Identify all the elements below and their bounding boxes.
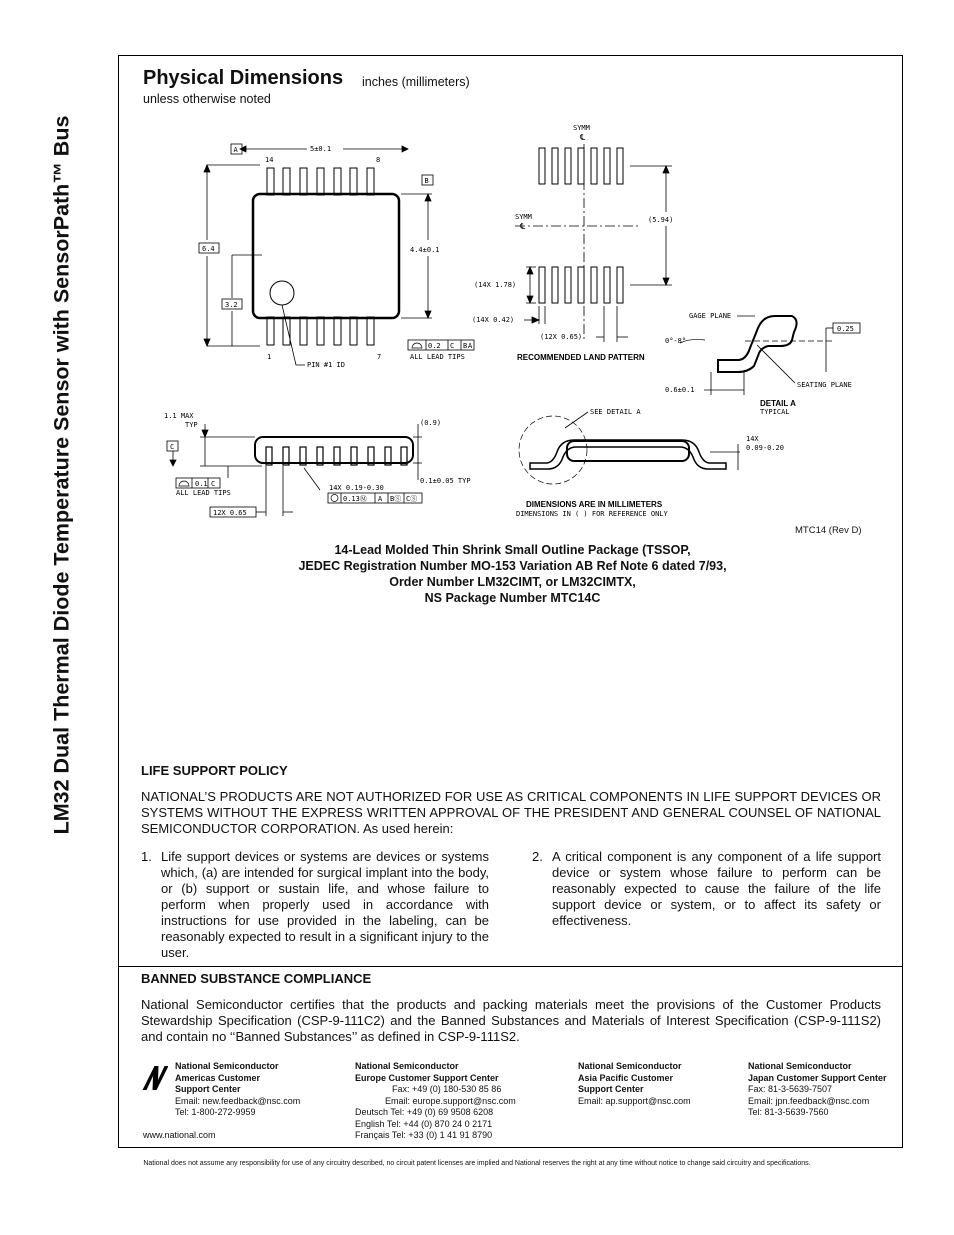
package-drawing bbox=[150, 115, 870, 525]
dim-025: 0.25 bbox=[837, 325, 854, 333]
dim-14x178: (14X 1.78) bbox=[474, 281, 517, 289]
contact-line: English Tel: +44 (0) 870 24 0 2171 bbox=[355, 1118, 493, 1129]
contact-line: Email: new.feedback@nsc.com bbox=[175, 1095, 301, 1106]
units-label: inches (millimeters) bbox=[362, 75, 470, 89]
all-lead-tips: ALL LEAD TIPS bbox=[410, 353, 465, 361]
dim-12x065: (12X 0.65) bbox=[540, 333, 583, 341]
side-view bbox=[164, 412, 471, 517]
detail-a bbox=[665, 312, 860, 416]
datum-c: C bbox=[170, 443, 175, 451]
datum-a: A bbox=[233, 146, 238, 154]
life-support-heading: LIFE SUPPORT POLICY bbox=[141, 763, 288, 778]
caption-line: 14-Lead Molded Thin Shrink Small Outline Package (TSSOP, bbox=[334, 543, 691, 557]
symm-mid: SYMM bbox=[515, 213, 532, 221]
caption-line: Order Number LM32CIMT, or LM32CIMTX, bbox=[389, 575, 636, 589]
life-support-intro: NATIONAL’S PRODUCTS ARE NOT AUTHORIZED FOR USE AS CRITICAL COMPONENTS IN LIFE SUPPORT DEVICES OR SYSTEMS WITHOUT THE EXPRESS WRITTEN APPROVAL OF THE PRESIDENT AND GENERAL COUNSEL OF NATIONAL SEMICONDUCTOR CORPORATION. As used herein: bbox=[141, 789, 881, 836]
contact-line: Email: europe.support@nsc.com bbox=[385, 1095, 516, 1106]
pin-8-label: 8 bbox=[376, 156, 381, 164]
item-text: Life support devices or systems are devices or systems which, (a) are intended for surgical implant into the body, or (b) support or sustain life, and whose failure to perform when properly used in accordance with instructions for use provided in the labeling, can be reasonably expected to result in a significant injury to the user. bbox=[161, 849, 489, 960]
dims-mm: DIMENSIONS ARE IN MILLIMETERS bbox=[526, 500, 663, 509]
dim-14x042: (14X 0.42) bbox=[472, 316, 515, 324]
website-link[interactable]: www.national.com bbox=[143, 1130, 216, 1140]
life-support-item-1 bbox=[141, 849, 489, 961]
life-support-item-2 bbox=[532, 849, 881, 929]
caption-line: JEDEC Registration Number MO-153 Variation AB Ref Note 6 dated 7/93, bbox=[298, 559, 727, 573]
contact-europe bbox=[355, 1061, 516, 1142]
item-text: A critical component is any component of a life support device or system whose failure to perform can be reasonably expected to cause the failure of the life support device or system, or to affect its safety or effectiveness. bbox=[552, 849, 881, 928]
tol-c2: C bbox=[211, 480, 216, 488]
contact-line: Support Center bbox=[175, 1084, 241, 1094]
units-note: unless otherwise noted bbox=[143, 92, 271, 106]
max-11: 1.1 MAX bbox=[164, 412, 194, 420]
national-logo-icon bbox=[138, 1060, 168, 1094]
dim-width: 5±0.1 bbox=[310, 145, 332, 153]
dim-06: 0.6±0.1 bbox=[665, 386, 695, 394]
typ: TYP bbox=[185, 421, 198, 429]
contact-line: Fax: +49 (0) 180-530 85 86 bbox=[392, 1084, 502, 1094]
contact-line: National Semiconductor bbox=[175, 1061, 279, 1071]
contact-americas bbox=[175, 1061, 300, 1119]
pin-1-label: 1 bbox=[267, 353, 272, 361]
dim-14x019: 14X 0.19-0.30 bbox=[329, 484, 384, 492]
dims-ref: DIMENSIONS IN ( ) FOR REFERENCE ONLY bbox=[516, 510, 668, 518]
gage-plane: GAGE PLANE bbox=[689, 312, 732, 320]
symm-top: SYMM bbox=[573, 124, 590, 132]
angle: 0°-8° bbox=[665, 337, 687, 345]
contact-line: Email: ap.support@nsc.com bbox=[578, 1095, 691, 1106]
tol-bs: BⓈ bbox=[390, 495, 402, 503]
detail-a-title: DETAIL A bbox=[760, 399, 796, 408]
dim-64: 6.4 bbox=[202, 245, 215, 253]
revision-label: MTC14 (Rev D) bbox=[795, 525, 862, 536]
item-number: 2. bbox=[532, 849, 543, 864]
lead-thickness: 0.09-0.20 bbox=[746, 444, 784, 452]
banned-heading: BANNED SUBSTANCE COMPLIANCE bbox=[141, 971, 372, 986]
see-detail: SEE DETAIL A bbox=[590, 408, 641, 416]
contact-line: National Semiconductor bbox=[355, 1061, 459, 1071]
pin-7-label: 7 bbox=[377, 353, 382, 361]
disclaimer-footer: National does not assume any responsibility for use of any circuitry described, no circuit patent licenses are implied and National reserves the right at any time without notice to change said circuitry and specifications. bbox=[143, 1160, 811, 1167]
tol-a2: A bbox=[378, 495, 383, 503]
tol-013: 0.13Ⓜ bbox=[343, 495, 367, 503]
contact-line: National Semiconductor bbox=[578, 1061, 682, 1071]
contact-line: National Semiconductor bbox=[748, 1061, 852, 1071]
item-number: 1. bbox=[141, 849, 152, 864]
seating-plane: SEATING PLANE bbox=[797, 381, 852, 389]
lead-14x: 14X bbox=[746, 435, 759, 443]
contact-line: Email: jpn.feedback@nsc.com bbox=[748, 1095, 870, 1106]
dim-body: 4.4±0.1 bbox=[410, 246, 440, 254]
pin1-id: PIN #1 ID bbox=[307, 361, 345, 369]
land-pattern-title: RECOMMENDED LAND PATTERN bbox=[517, 353, 645, 362]
typical: TYPICAL bbox=[760, 408, 790, 416]
dim-12x065b: 12X 0.65 bbox=[213, 509, 247, 517]
tol-02: 0.2 bbox=[428, 342, 441, 350]
contact-line: Deutsch Tel: +49 (0) 69 9508 6208 bbox=[355, 1107, 494, 1117]
contact-line: Europe Customer Support Center bbox=[355, 1072, 499, 1083]
caption-line: NS Package Number MTC14C bbox=[424, 591, 601, 605]
tol-cs: CⓈ bbox=[406, 495, 418, 503]
contact-line: Japan Customer Support Center bbox=[748, 1072, 887, 1083]
dim-09: (0.9) bbox=[420, 419, 442, 427]
end-view bbox=[516, 408, 784, 518]
dim-32: 3.2 bbox=[225, 301, 238, 309]
all-lead-tips-2: ALL LEAD TIPS bbox=[176, 489, 231, 497]
tol-c: C bbox=[450, 342, 455, 350]
cl-mid: ℄ bbox=[520, 222, 526, 231]
contact-japan bbox=[748, 1061, 887, 1119]
contact-line: Asia Pacific Customer bbox=[578, 1072, 674, 1083]
tol-a: A bbox=[468, 342, 473, 350]
contact-line: Fax: 81-3-5639-7507 bbox=[748, 1084, 833, 1094]
side-title: LM32 Dual Thermal Diode Temperature Sensor with SensorPath™ Bus bbox=[49, 115, 74, 835]
pin-14-label: 14 bbox=[265, 156, 274, 164]
contact-line: Tel: 1-800-272-9959 bbox=[175, 1107, 256, 1117]
datum-b: B bbox=[424, 177, 429, 185]
contact-line: Americas Customer bbox=[175, 1072, 261, 1083]
tol-01: 0.1 bbox=[195, 480, 208, 488]
dim-01: 0.1±0.05 TYP bbox=[420, 477, 471, 485]
contact-line: Français Tel: +33 (0) 1 41 91 8790 bbox=[355, 1130, 493, 1140]
contact-line: Tel: 81-3-5639-7560 bbox=[748, 1107, 829, 1117]
physical-dimensions-title: Physical Dimensions bbox=[143, 67, 344, 89]
contact-line: Support Center bbox=[578, 1084, 644, 1094]
package-caption bbox=[130, 542, 895, 606]
section-divider bbox=[118, 966, 903, 967]
land-pattern bbox=[472, 124, 673, 362]
banned-text: National Semiconductor certifies that the products and packing materials meet the provisions of the Customer Products Stewardship Specification (CSP-9-111C2) and the Banned Substances and Materials of Interest Specification (CSP-9-111S2) and contain no ‘‘Banned Substances’’ as defined in CSP-9-111S2. bbox=[141, 997, 881, 1044]
tol-b: B bbox=[463, 342, 468, 350]
contact-asia bbox=[578, 1061, 691, 1107]
cl-top: ℄ bbox=[580, 133, 586, 142]
side-title-bar bbox=[0, 0, 118, 1160]
top-view bbox=[199, 144, 474, 369]
dim-594: (5.94) bbox=[648, 216, 674, 224]
